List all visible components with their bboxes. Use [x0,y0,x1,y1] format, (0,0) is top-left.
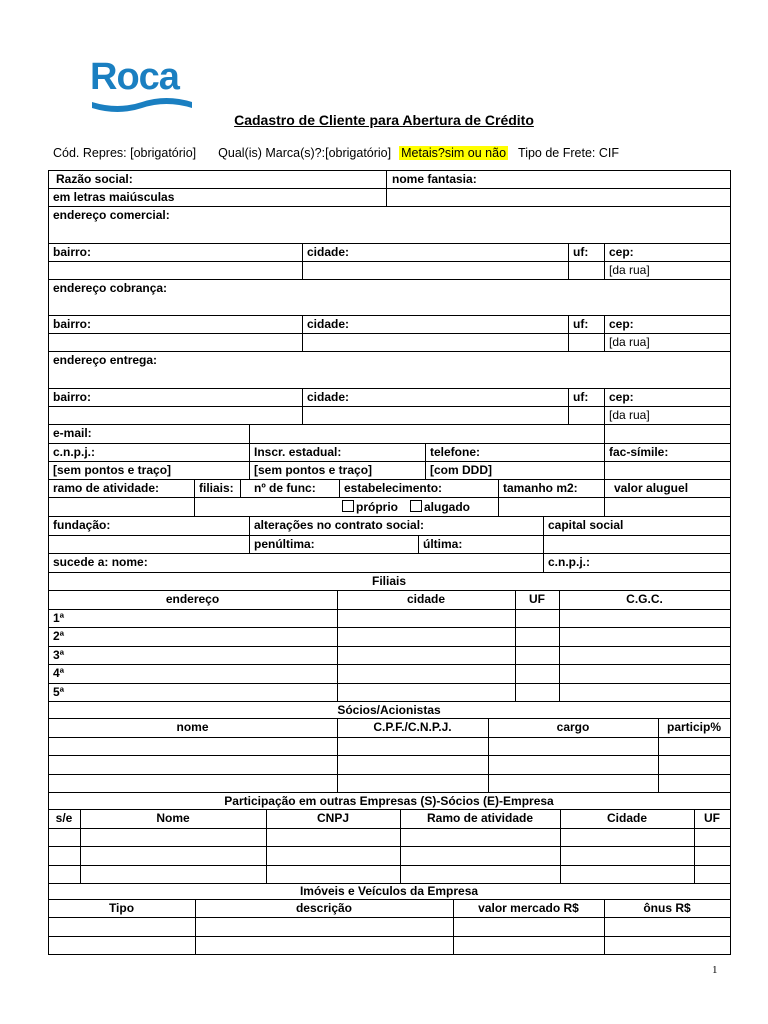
rule-h [48,846,731,847]
participacao-header: UF [704,811,720,825]
cidade-label: cidade: [307,317,350,331]
socios-title: Sócios/Acionistas [337,703,441,717]
participacao-header: Cidade [606,811,647,825]
sucede-label: sucede a: nome: [53,555,148,569]
cnpj-label: c.n.p.j.: [53,445,95,459]
socios-header: particip% [666,720,721,734]
filial-row-label: 3ª [53,647,65,662]
uf-label: uf: [573,390,589,404]
logo-text: Roca [90,56,179,98]
roca-logo [90,58,200,114]
rule-h [48,917,731,918]
cep-label: cep: [609,390,634,404]
imoveis-header: valor mercado R$ [478,901,579,915]
filial-row-label: 4ª [53,666,65,681]
socios-header: C.P.F./C.N.P.J. [373,720,452,734]
filiais-header: C.G.C. [626,592,663,606]
rule-v [604,479,605,516]
tipo-frete: Tipo de Frete: CIF [518,146,619,160]
participacao-header: Ramo de atividade [426,811,534,825]
page-number: 1 [712,964,718,976]
telefone-hint: [com DDD] [430,463,492,477]
rule-h [48,664,731,665]
rule-h [48,646,731,647]
metais-highlight: Metais?sim ou não [401,146,507,160]
ultima-label: última: [423,537,463,551]
inscr-estadual-label: Inscr. estadual: [254,445,342,459]
uf-label: uf: [573,317,589,331]
cep-label: cep: [609,245,634,259]
penultima-label: penúltima: [254,537,315,551]
razao-social-label: Razão social: [56,172,133,186]
participacao-header: CNPJ [316,811,349,825]
socios-header: nome [176,720,209,734]
fundacao-label: fundação: [53,518,111,532]
rule-h [48,774,731,775]
cep-hint: [da rua] [609,335,650,349]
endereco-comercial-label: endereço comercial: [53,208,170,222]
rule-v [730,170,731,955]
rule-h [48,609,731,610]
alugado-label: alugado [424,500,471,514]
num-func-label: nº de func: [254,481,316,495]
filiais-header: cidade [406,592,445,606]
cidade-label: cidade: [307,390,350,404]
estabelecimento-label: estabelecimento: [344,481,443,495]
cep-hint: [da rua] [609,408,650,422]
filiais-label: filiais: [199,481,234,495]
cod-repres: Cód. Repres: [obrigatório] [53,146,197,160]
marcas: Qual(is) Marca(s)?:[obrigatório] [218,146,392,160]
cidade-label: cidade: [307,245,350,259]
filial-row-label: 1ª [53,611,65,625]
endereco-entrega-label: endereço entrega: [53,353,158,367]
valor-aluguel-label: valor aluguel [614,481,689,495]
rule-h [48,755,731,756]
header-line [53,146,641,160]
imoveis-title: Imóveis e Veículos da Empresa [299,884,479,898]
cep-label: cep: [609,317,634,331]
proprio-label: próprio [356,500,398,514]
alteracoes-label: alterações no contrato social: [254,518,425,532]
document-title: Cadastro de Cliente para Abertura de Crédito [234,112,534,128]
rule-h [48,683,731,684]
em-letras-label: em letras maiúsculas [53,190,175,204]
filial-row-label: 5ª [53,684,65,699]
rule-h [48,828,731,829]
cnpj2-label: c.n.p.j.: [548,555,590,569]
participacao-header: Nome [156,811,190,825]
participacao-title: Participação em outras Empresas (S)-Sócios (E)-Empresa [224,794,554,808]
imoveis-header: Tipo [108,901,135,915]
filial-row-label: 2ª [53,629,65,644]
filiais-title: Filiais [371,574,406,588]
imoveis-header: ônus R$ [643,901,691,915]
cep-hint: [da rua] [609,263,650,277]
bairro-label: bairro: [53,317,92,331]
telefone-label: telefone: [430,445,481,459]
capital-social-label: capital social [548,518,624,532]
uf-label: uf: [573,245,589,259]
rule-v [240,479,241,497]
bairro-label: bairro: [53,245,92,259]
rule-v [386,170,387,206]
imoveis-header: descrição [295,901,353,915]
logo-wave-icon [90,94,194,114]
endereco-cobranca-label: endereço cobrança: [53,281,168,295]
cnpj-hint: [sem pontos e traço] [53,463,172,477]
filiais-header: endereço [165,592,220,606]
nome-fantasia-label: nome fantasia: [392,172,477,186]
rule-h [48,627,731,628]
rule-h [48,936,731,937]
rule-h [48,497,731,498]
participacao-header: s/e [55,811,73,825]
socios-header: cargo [556,720,590,734]
rule-h [48,737,731,738]
fac-simile-label: fac-símile: [609,445,669,459]
ramo-atividade-label: ramo de atividade: [53,481,160,495]
rule-h [48,954,731,955]
filiais-header: UF [529,592,545,606]
rule-h [48,865,731,866]
inscr-hint: [sem pontos e traço] [254,463,373,477]
email-label: e-mail: [53,426,92,440]
bairro-label: bairro: [53,390,92,404]
tamanho-m2-label: tamanho m2: [503,481,578,495]
